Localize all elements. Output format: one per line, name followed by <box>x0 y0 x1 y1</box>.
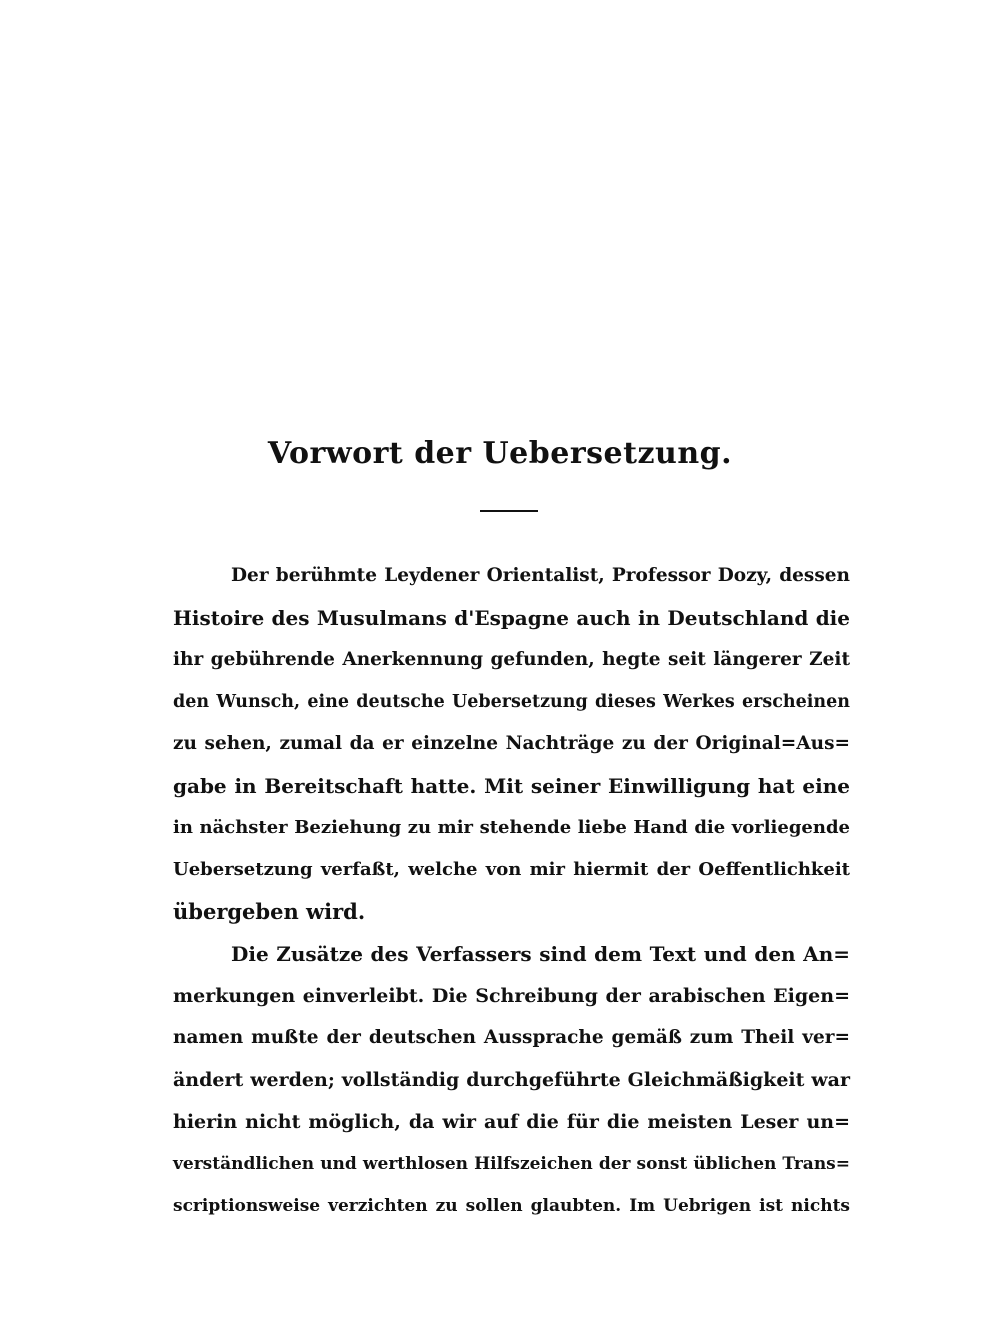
paragraph-1-line-4: den Wunsch, eine deutsche Uebersetzung dieses Werkes erscheinen <box>173 692 850 712</box>
paragraph-1-line-7: in nächster Beziehung zu mir stehende liebe Hand die vorliegende <box>173 817 850 838</box>
paragraph-1-line-3: ihr gebührende Anerkennung gefunden, hegte seit längerer Zeit <box>173 649 850 670</box>
title-divider <box>480 510 538 512</box>
paragraph-2-line-7: scriptionsweise verzichten zu sollen glaubten. Im Uebrigen ist nichts <box>173 1196 850 1216</box>
paragraph-1-line-8: Uebersetzung verfaßt, welche von mir hiermit der Oeffentlichkeit <box>173 859 850 880</box>
paragraph-2-line-5: hierin nicht möglich, da wir auf die für die meisten Leser un= <box>173 1111 850 1133</box>
paragraph-2-line-4: ändert werden; vollständig durchgeführte Gleichmäßigkeit war <box>173 1069 850 1091</box>
paragraph-1-line-9: übergeben wird. <box>173 899 366 924</box>
paragraph-1-line-6: gabe in Bereitschaft hatte. Mit seiner Einwilligung hat eine <box>173 774 850 798</box>
paragraph-1-line-2: Histoire des Musulmans d'Espagne auch in Deutschland die <box>173 606 850 630</box>
paragraph-2-line-6: verständlichen und werthlosen Hilfszeichen der sonst üblichen Trans= <box>173 1154 850 1174</box>
paragraph-1-line-1: Der berühmte Leydener Orientalist, Professor Dozy, dessen <box>231 565 850 586</box>
page-title: Vorwort der Uebersetzung. <box>267 436 733 471</box>
paragraph-1-line-5: zu sehen, zumal da er einzelne Nachträge zu der Original=Aus= <box>173 733 850 754</box>
paragraph-2-line-1: Die Zusätze des Verfassers sind dem Text und den An= <box>231 942 850 966</box>
paragraph-2-line-3: namen mußte der deutschen Aussprache gemäß zum Theil ver= <box>173 1027 850 1048</box>
paragraph-2-line-2: merkungen einverleibt. Die Schreibung der arabischen Eigen= <box>173 985 850 1007</box>
